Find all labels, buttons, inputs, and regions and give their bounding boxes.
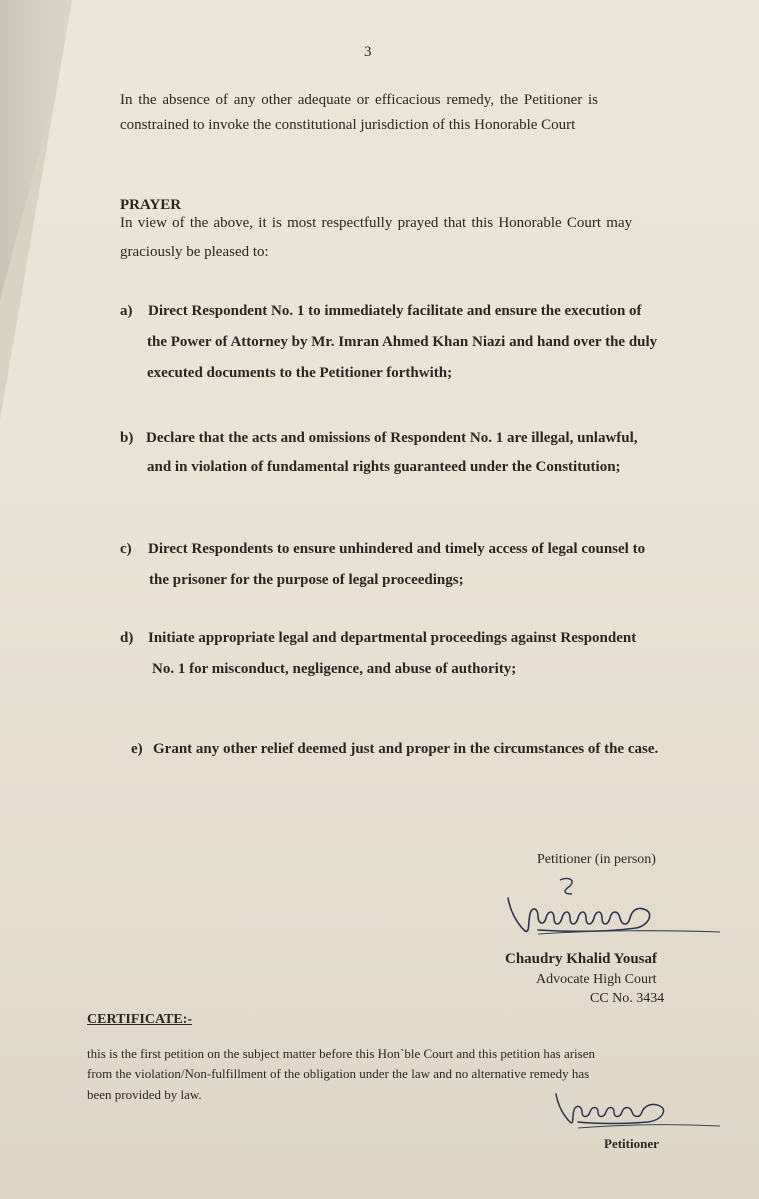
prayer-item-e [131, 741, 658, 758]
item-c-label: c) [120, 541, 132, 557]
signer-cc-number: CC No. 3434 [590, 991, 665, 1006]
item-c-line-2: the prisoner for the purpose of legal proceedings; [149, 572, 464, 588]
prayer-item-d [120, 630, 636, 647]
signer-title: Advocate High Court [536, 972, 657, 987]
petitioner-signature-2 [548, 1080, 728, 1140]
signature-role: Petitioner (in person) [537, 852, 656, 867]
prayer-line-1: In view of the above, it is most respectfully prayed that this Honorable Court may [120, 215, 633, 231]
prayer-item-c [120, 541, 645, 558]
intro-line-1-text: In the absence of any other adequate or efficacious remedy, the Petitioner is [120, 92, 598, 108]
certificate-line-3: been provided by law. [87, 1087, 202, 1102]
certificate-line-2: from the violation/Non-fulfillment of the obligation under the law and no alternative remedy has [87, 1066, 590, 1081]
page-number: 3 [364, 44, 372, 60]
item-b-line-2: and in violation of fundamental rights guaranteed under the Constitution; [147, 459, 621, 475]
prayer-item-a [120, 303, 642, 320]
item-a-line-3: executed documents to the Petitioner forthwith; [147, 365, 453, 381]
item-b-label: b) [120, 430, 134, 446]
item-d-line-1: Initiate appropriate legal and departmental proceedings against Respondent [148, 630, 637, 646]
item-a-label: a) [120, 303, 133, 319]
signer-name: Chaudry Khalid Yousaf [505, 951, 657, 967]
certificate-heading: CERTIFICATE:- [87, 1012, 193, 1027]
item-a-line-2: the Power of Attorney by Mr. Imran Ahmed Khan Niazi and hand over the duly [147, 334, 658, 350]
intro-line-1 [120, 92, 668, 109]
certificate-line-1: this is the first petition on the subject matter before this Hon`ble Court and this petition has arisen [87, 1046, 595, 1061]
item-e-line-1: Grant any other relief deemed just and proper in the circumstances of the case. [153, 741, 659, 757]
item-c-line-1: Direct Respondents to ensure unhindered and timely access of legal counsel to [148, 541, 646, 557]
item-a-line-1: Direct Respondent No. 1 to immediately facilitate and ensure the execution of [148, 303, 642, 319]
item-b-line-1: Declare that the acts and omissions of Respondent No. 1 are illegal, unlawful, [146, 430, 638, 446]
prayer-item-b [120, 430, 638, 447]
item-d-label: d) [120, 630, 134, 646]
item-d-line-2: No. 1 for misconduct, negligence, and abuse of authority; [152, 661, 517, 677]
intro-line-2: constrained to invoke the constitutional jurisdiction of this Honorable Court [120, 117, 576, 133]
prayer-heading: PRAYER [120, 197, 182, 213]
item-e-label: e) [131, 741, 143, 757]
petitioner-signature-1 [498, 870, 738, 950]
certificate-signer: Petitioner [604, 1136, 659, 1151]
prayer-line-2: graciously be pleased to: [120, 244, 269, 260]
